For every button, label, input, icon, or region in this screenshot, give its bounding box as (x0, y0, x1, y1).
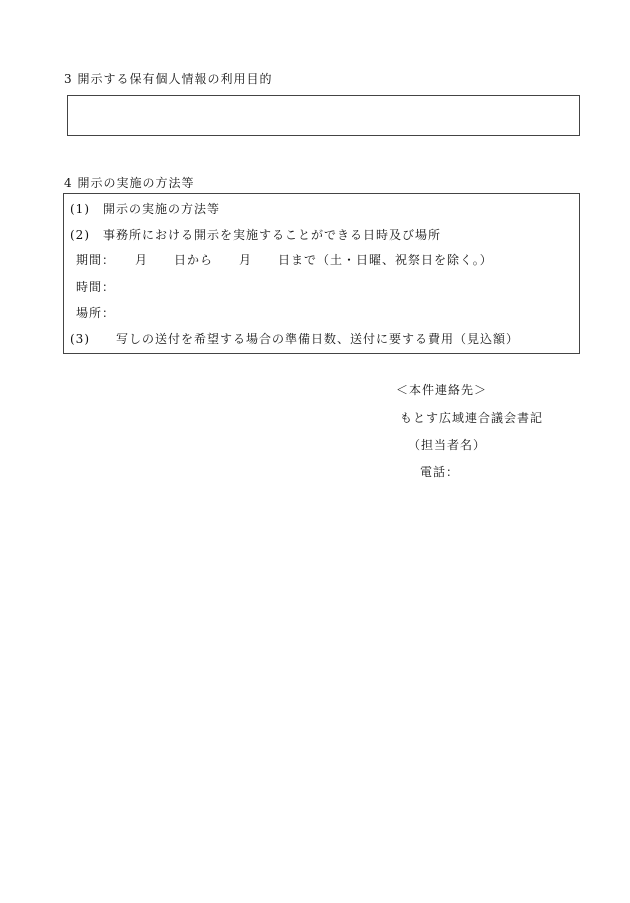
time-row: 時間： (76, 280, 116, 294)
contact-phone: 電話： (420, 465, 460, 479)
section3-purpose-box (67, 95, 580, 136)
contact-title: ＜本件連絡先＞ (396, 383, 488, 397)
contact-organization: もとす広域連合議会書記 (400, 411, 544, 425)
section4-method-box (63, 193, 580, 354)
place-row: 場所： (76, 306, 116, 320)
item-1-method: (1) 開示の実施の方法等 (70, 202, 220, 216)
contact-person: （担当者名） (408, 438, 487, 452)
item-2-datetime-place: (2) 事務所における開示を実施することができる日時及び場所 (70, 228, 442, 242)
section4-heading: 4 開示の実施の方法等 (64, 176, 195, 190)
section3-heading: 3 開示する保有個人情報の利用目的 (64, 72, 273, 86)
period-row: 期間： 月 日から 月 日まで（土・日曜、祝祭日を除く。） (76, 253, 493, 267)
item-3-copy-delivery: (3) 写しの送付を希望する場合の準備日数、送付に要する費用（見込額） (70, 332, 520, 346)
